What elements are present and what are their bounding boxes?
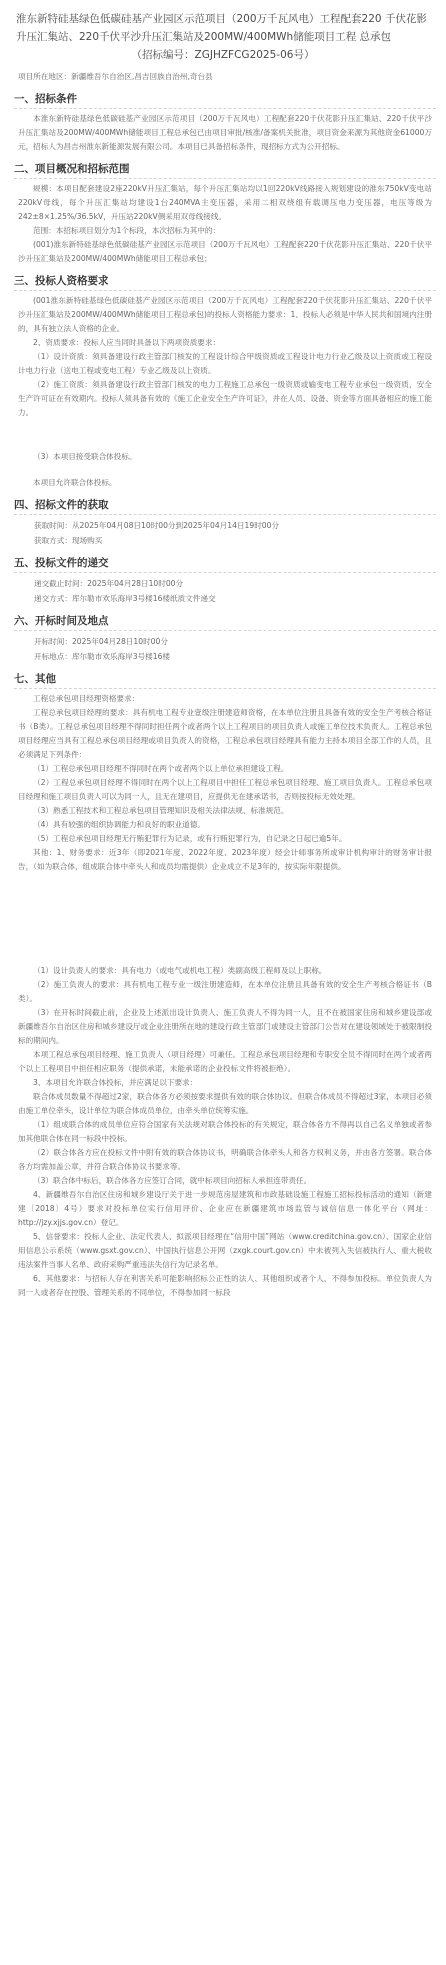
- bid-number: （招标编号：ZGJHZFCG2025-06号）: [131, 49, 315, 61]
- section-7-paragraph-14: 联合体成员数量不得超过2家，联合体各方必须按要求提供有效的联合体协议。但联合体成员不得超过3家，本项目必须由施工单位牵头，设计单位为联合体成员单位，由牵头单位统筹实施。: [18, 1092, 432, 1115]
- section-7-paragraph-10: （2）施工负责人的要求：具有机电工程专业一级注册建造师，在本单位注册且具备有效的安全生产考核合格证书（B类）。: [18, 980, 432, 1003]
- section-7-paragraph-8: 其他：1、财务要求：近3年（即2021年度、2022年度、2023年度）经会计师事务所或审计机构审计的财务审计报告，（如为联合体，组成联合体中牵头人和成员均需提供）企业成立不足3年的，按实际年限提供。: [18, 848, 432, 871]
- section-7-paragraph-15: （1）组成联合体的成员单位应符合国家有关法规对联合体投标的有关规定，联合体各方不得再以自己名义单独或者参加其他联合体在同一标段中投标。: [18, 1120, 432, 1143]
- section-heading-6: 六、开标时间及地点: [14, 612, 436, 631]
- section-1-paragraph: 本淮东新特硅基绿色低碳硅基产业园区示范项目（200万千瓦风电）工程配套220千伏花影升压汇集站、220千伏平沙升压汇集站及200MW/400MWh储能项目工程总承包已由项目审批/核准/备案机关批准，项目资金来源为其他资金61000万元，招标人为昌吉州淮东新能源发展有限公司。本项目已具备招标条件，现招标方式为公开招标。: [18, 114, 432, 151]
- spacer: [10, 420, 436, 450]
- obtain-time: 获取时间：从2025年04月08日10时00分到2025年04月14日19时00分: [34, 521, 280, 530]
- section-7-paragraph-7: （5）工程总承包项目经理无行贿犯罪行为记录，或有行贿犯罪行为，自记录之日起已逾5年。: [33, 834, 347, 843]
- section-heading-4: 四、招标文件的获取: [14, 496, 436, 515]
- section-2-paragraph-3: (001)淮东新特硅基绿色低碳硅基产业园区示范项目（200万千瓦风电）工程配套220千伏花影升压汇集站、220千伏平沙升压汇集站及200MW/400MWh储能项目工程总承包；: [18, 240, 432, 263]
- section-3-paragraph-5: （3）本项目接受联合体投标。: [33, 452, 137, 461]
- section-2-paragraph-2: 范围：本招标项目划分为1个标段，本次招标为其中的：: [33, 226, 221, 235]
- section-7-paragraph-17: （3）联合体中标后，联合体各方应签订合同，就中标项目向招标人承担连带责任。: [33, 1176, 312, 1185]
- obtain-method: 获取方式：现场购买: [34, 536, 103, 545]
- section-7-paragraph-11: （3）在开标时间截止前，企业及上述派出设计负责人、施工负责人不得为同一人，且不在被国家住房和城乡建设部或新疆维吾尔自治区住房和城乡建设厅或企业注册所在地的建设行政主管部门或建设主管部门公告对在建设领域处于被限制投标的期间内。: [18, 1008, 432, 1045]
- section-7-paragraph-16: （2）联合体各方应在投标文件中附有效的联合体协议书，明确联合体牵头人和各方权利义务，并由各方签署。联合体各方均需加盖公章，并符合联合体协议书要求等。: [18, 1148, 432, 1171]
- section-heading-7: 七、其他: [14, 670, 436, 689]
- spacer: [10, 904, 436, 934]
- section-heading-1: 一、招标条件: [14, 90, 436, 109]
- document-title: [10, 10, 436, 64]
- section-heading-3: 三、投标人资格要求: [14, 272, 436, 291]
- section-7-paragraph-9: （1）设计负责人的要求：具有电力（或电气或机电工程）类副高级工程师及以上职称。: [33, 966, 327, 975]
- section-7-paragraph-3: （1）工程总承包项目经理不得同时在两个或者两个以上单位承担建设工程。: [33, 764, 289, 773]
- section-3-paragraph-1: (001淮东新特硅基绿色低碳硅基产业园区示范项目（200万千瓦风电）工程配套220千伏花影升压汇集站、220千伏平沙升压汇集站及200MW/400MWh储能项目工程总承包)的投标人资格能力要求：1、投标人必须是中华人民共和国境内注册的，具有独立法人资格的企业。: [18, 296, 432, 333]
- section-3-paragraph-2: 2、资质要求：投标人应当同时具备以下两项资质要求：: [33, 338, 221, 347]
- section-3-paragraph-6: 本项目允许联合体投标。: [33, 478, 117, 487]
- section-heading-2: 二、项目概况和招标范围: [14, 160, 436, 179]
- project-location: 项目所在地区：新疆维吾尔自治区,昌吉回族自治州,奇台县: [18, 72, 213, 81]
- section-2-paragraph-1: 规模：本项目配套建设2座220kV升压汇集站，每个升压汇集站均以1回220kV线路接入规划建设的淮东750kV变电站220kV母线，每个升压汇集站均建设1台240MVA主变压器，采用二相双绕组有载调压电力变压器，电压等级为242±8×1.25%/36.5kV，升压站220kV侧采用双母线接线。: [18, 184, 432, 221]
- title-line-1: 淮东新特硅基绿色低碳硅基产业园区示范项目（200万千瓦风电）工程配套220: [16, 13, 382, 25]
- submit-method: 递交方式：库尔勒市欢乐海岸3号楼16楼纸质文件递交: [34, 594, 216, 603]
- section-7-paragraph-19: 5、信誉要求：投标人企业、法定代表人、拟派项目经理在“信用中国”网站（www.creditchina.gov.cn）、国家企业信用信息公示系统（www.gsxt.gov.cn）、中国执行信息公开网（zxgk.court.gov.cn）中未被列入失信被执行人、重大税收违法案件当事人名单、政府采购严重违法失信行为记录名单。: [18, 1232, 432, 1269]
- title-line-3: 总承包: [359, 31, 392, 43]
- opening-time: 开标时间：2025年04月28日10时00分: [34, 637, 168, 646]
- section-3-paragraph-3: （1）设计资质：须具备建设行政主管部门核发的工程设计综合甲级资质或工程设计电力行业乙级及以上资质或工程设计电力行业（送电工程或变电工程）专业乙级及以上资质。: [18, 352, 432, 375]
- section-7-paragraph-4: （2）工程总承包项目经理不得同时在两个以上工程项目中担任工程总承包项目经理、施工项目负责人。工程总承包项目经理和施工项目负责人可以为同一人，且无在建项目，应提供无在建承诺书，否则按投标无效处理。: [18, 778, 432, 801]
- section-7-paragraph-12: 本项工程总承包项目经理、施工负责人（项目经理）可兼任。工程总承包项目经理和专职安全员不得同时在两个或者两个以上工程项目中担任相应职务（提供承诺，未能承诺的企业投标文件将被拒绝）。: [18, 1050, 432, 1073]
- section-7-paragraph-6: （4）具有较强的组织协调能力和良好的职业道德。: [33, 820, 205, 829]
- section-7-paragraph-13: 3、本项目允许联合体投标，并应满足以下要求：: [33, 1078, 198, 1087]
- section-7-paragraph-2: 工程总承包项目经理的要求：具有机电工程专业壹级注册建造师资格，在本单位注册且具备有效的安全生产考核合格证书（B类）。工程总承包项目经理不得同时担任两个或者两个以上工程项目的项目负责人或施工单位技术负责人。工程总承包项目经理应当具有工程总承包项目经理或项目负责人的资格，工程总承包项目经理具有能力主持本项目全部工作的人员，且必须满足下列条件：: [18, 708, 432, 759]
- spacer: [10, 934, 436, 964]
- section-7-paragraph-20: 6、其他要求：与招标人存在利害关系可能影响招标公正性的法人、其他组织或者个人，不得参加投标。单位负责人为同一人或者存在控股、管理关系的不同单位，不得参加同一标段: [18, 1274, 432, 1297]
- section-7-paragraph-1: 工程总承包项目经理资格要求：: [33, 694, 140, 703]
- section-heading-5: 五、投标文件的递交: [14, 554, 436, 573]
- submit-deadline: 递交截止时间：2025年04月28日10时00分: [34, 579, 184, 588]
- section-7-paragraph-18: 4、新疆维吾尔自治区住房和城乡建设厅关于进一步规范房屋建筑和市政基础设施工程施工招标投标活动的通知（新建建〔2018〕4号）要求对投标单位实行信用评价、企业应在新疆建筑市场监管与诚信信息一体化平台（网址：http://jzy.xjjs.gov.cn）登记。: [18, 1190, 432, 1227]
- section-7-paragraph-5: （3）熟悉工程技术和工程总承包项目管理知识及相关法律法规、标准规范。: [33, 806, 289, 815]
- section-3-paragraph-4: （2）施工资质：须具备建设行政主管部门核发的电力工程施工总承包一级资质或输变电工程专业承包一级资质，安全生产许可证在有效期内。投标人须具备有效的《施工企业安全生产许可证》，并在人员、设备、资金等方面具备相应的施工能力。: [18, 380, 432, 417]
- spacer: [10, 874, 436, 904]
- title-line-2: 千伏花影升压汇集站、220千伏平沙升压汇集站及200MW/400MWh储能项目工程: [16, 13, 427, 43]
- opening-location: 开标地点：库尔勒市欢乐海岸3号楼16楼: [34, 652, 170, 661]
- spacer: [10, 464, 436, 476]
